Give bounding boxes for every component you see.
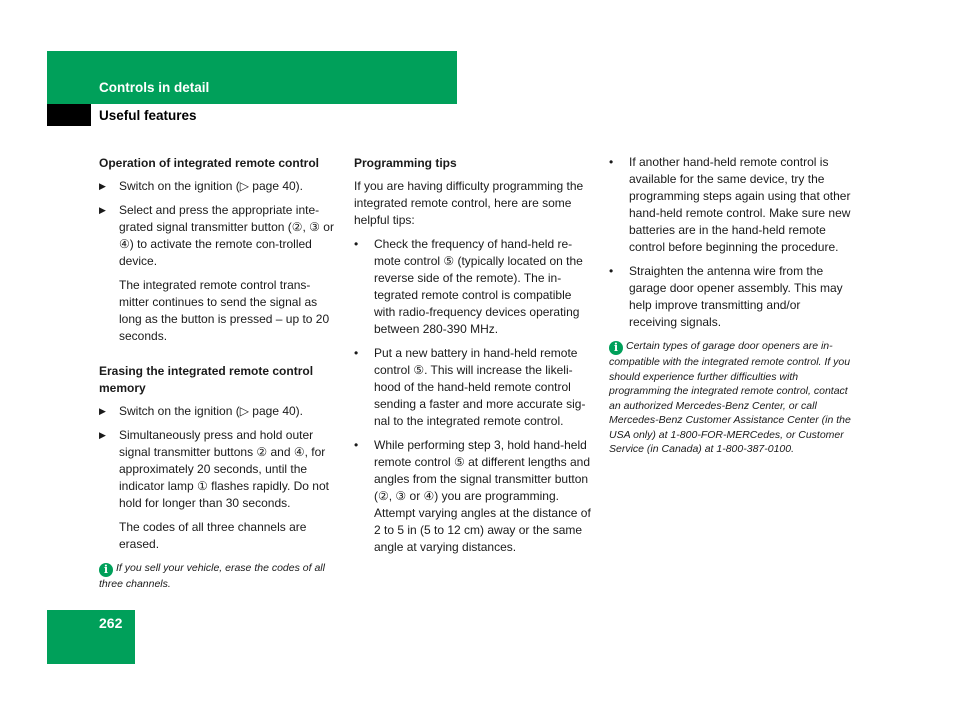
info-note	[609, 339, 851, 457]
info-icon: i	[99, 563, 113, 577]
bullet-icon: •	[609, 264, 614, 278]
arrow-icon: ▶	[99, 205, 106, 215]
list-item	[609, 154, 851, 256]
bullet-icon: •	[354, 438, 359, 452]
list-item-text: While performing step 3, hold hand-held remote control ⑤ at different lengths and angles from the signal transmitter button (②, ③ or ④) you are programming. Attempt varying angles at the distance of 2 to 5 in (5 to 12 cm) away or the same angle at varying distances.	[374, 438, 591, 554]
info-note	[99, 561, 339, 592]
list-item	[609, 263, 851, 331]
paragraph: If you are having difficulty programming the integrated remote control, here are some helpful tips:	[354, 179, 584, 227]
bullet-icon: •	[609, 155, 614, 169]
heading-programming-tips: Programming tips	[354, 156, 457, 170]
heading-operation: Operation of integrated remote control	[99, 156, 320, 170]
arrow-icon: ▶	[99, 430, 106, 440]
arrow-icon: ▶	[99, 181, 106, 191]
list-item	[99, 403, 339, 420]
list-item	[354, 236, 596, 338]
list-item-text: Simultaneously press and hold outer signal transmitter buttons ② and ④, for approximately 20 seconds, until the indicator lamp ① flashes rapidly. Do not hold for longer than 30 seconds.	[119, 428, 329, 510]
subsection-title: Useful features	[99, 108, 197, 123]
subsection-marker	[47, 104, 91, 126]
list-item-text: Check the frequency of hand-held re-mote control ⑤ (typically located on the reverse side of the remote). The in-tegrated remote control is compatible with radio-frequency devices operating between 280-390 MHz.	[374, 237, 583, 336]
paragraph: The integrated remote control trans-mitter continues to send the signal as long as the button is pressed – up to 20 seconds.	[119, 278, 330, 343]
list-item-text: Switch on the ignition (▷ page 40).	[119, 404, 304, 418]
list-item-text: Select and press the appropriate inte-grated signal transmitter button (②, ③ or ④) to activate the remote con-trolled device.	[119, 203, 334, 268]
bullet-icon: •	[354, 346, 359, 360]
bullet-icon: •	[354, 237, 359, 251]
list-item	[99, 202, 339, 270]
section-title: Controls in detail	[99, 80, 210, 95]
column-3	[609, 154, 851, 457]
list-item	[99, 427, 339, 512]
header-band	[47, 51, 457, 104]
paragraph: The codes of all three channels are erased.	[119, 520, 307, 551]
list-item	[354, 345, 596, 430]
note-text: If you sell your vehicle, erase the codes of all three channels.	[99, 562, 325, 590]
list-item-text: Put a new battery in hand-held remote control ⑤. This will increase the likeli-hood of the hand-held remote control sending a faster and more accurate sig-nal to the integrated remote control.	[374, 346, 586, 428]
list-item-text: Switch on the ignition (▷ page 40).	[119, 179, 304, 193]
list-item-text: Straighten the antenna wire from the garage door opener assembly. This may help improve transmitting and/or receiving signals.	[629, 264, 843, 329]
list-item	[99, 178, 339, 195]
heading-erasing: Erasing the integrated remote control memory	[99, 364, 314, 395]
page-number: 262	[99, 615, 123, 631]
list-item	[354, 437, 596, 556]
note-text: Certain types of garage door openers are in-compatible with the integrated remote control. If you should experience further difficulties with programming the integrated remote control, contact an authorized Mercedes-Benz Center, or call Mercedes-Benz Customer Assistance Center (in the USA only) at 1-800-FOR-MERCedes, or Customer Service (in Canada) at 1-800-387-0100.	[609, 340, 851, 455]
info-icon: i	[609, 341, 623, 355]
arrow-icon: ▶	[99, 406, 106, 416]
column-1	[99, 154, 339, 592]
list-item-text: If another hand-held remote control is available for the same device, try the programming steps again using that other hand-held remote control. Make sure new batteries are in the hand-held remote control before beginning the procedure.	[629, 155, 851, 254]
column-2	[354, 154, 596, 563]
